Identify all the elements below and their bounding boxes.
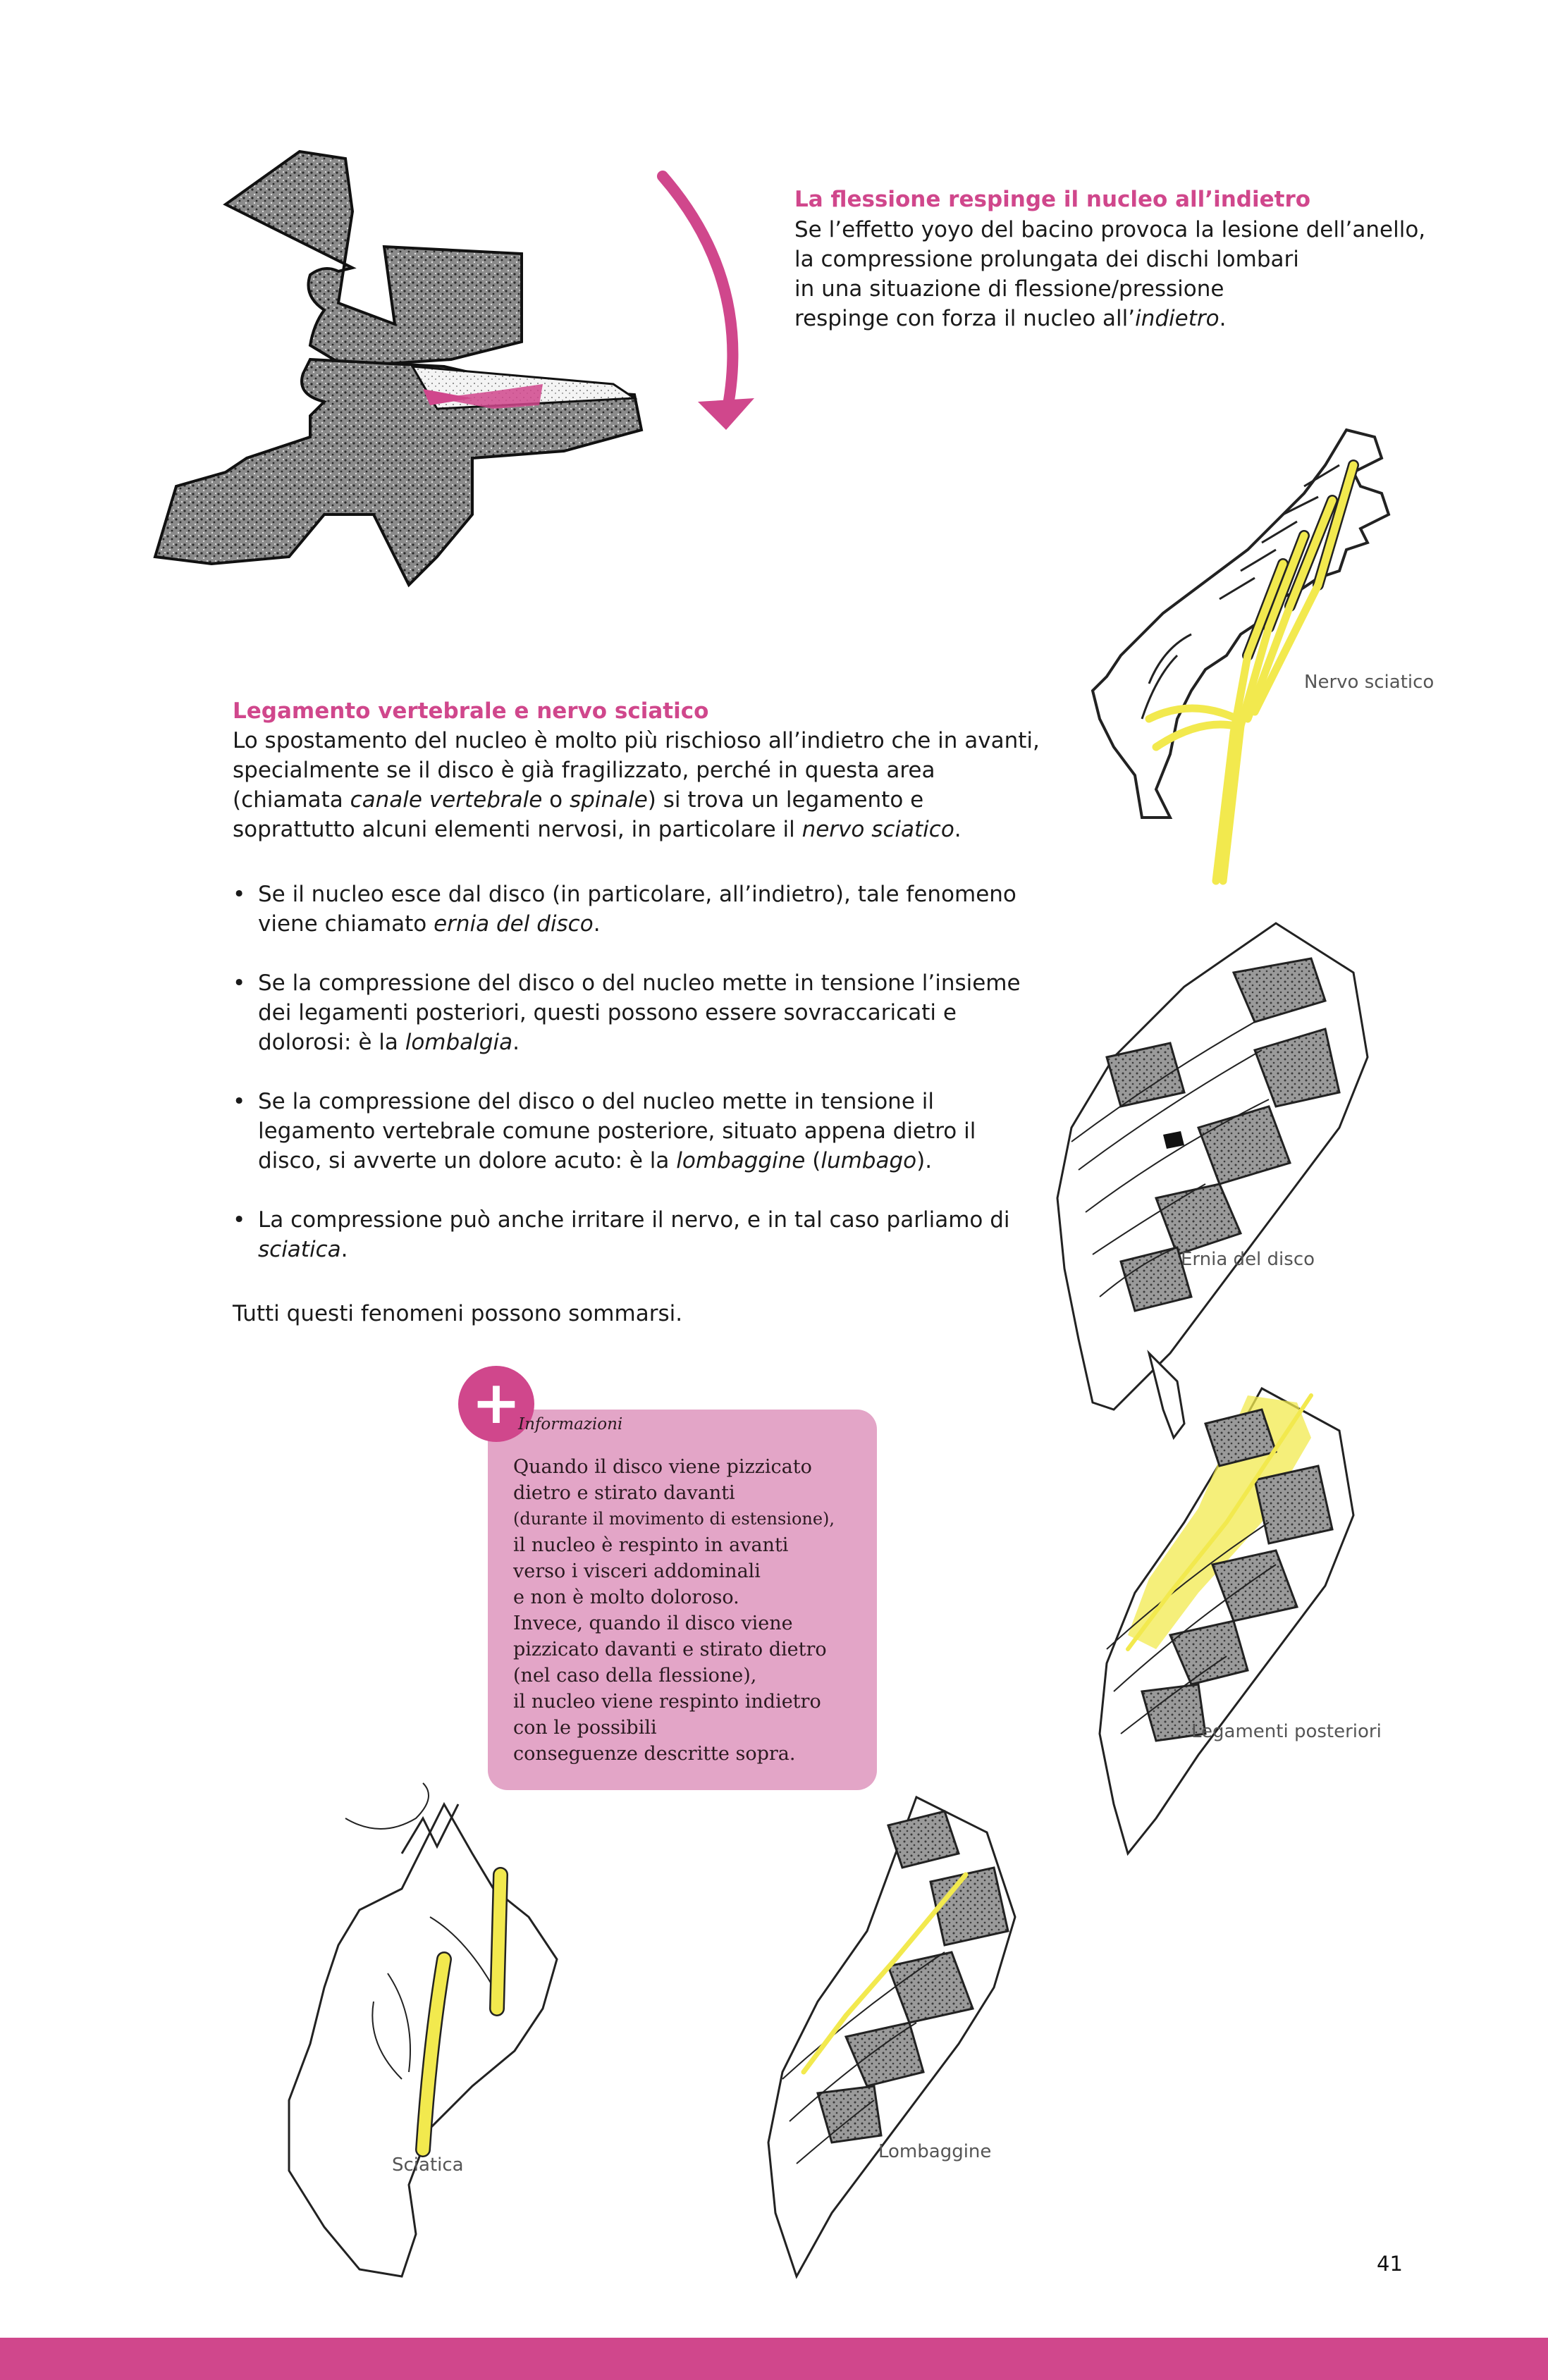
bullet-item (233, 1205, 1043, 1264)
closing-text: Tutti questi fenomeni possono sommarsi. (233, 1301, 683, 1326)
bullet-italic: ernia del disco (434, 911, 594, 937)
caption-nervo-sciatico: Nervo sciatico (1304, 672, 1435, 693)
bullet-item (233, 968, 1043, 1057)
ligament-italic: spinale (570, 787, 648, 813)
vertebra-flexion-illustration (141, 120, 775, 627)
flexion-text (794, 215, 1499, 333)
info-text (513, 1454, 866, 1767)
bullet-italic: lombalgia (405, 1030, 513, 1055)
bullet-text: Se il nucleo esce dal disco (in particolare, all’indietro), tale fenomeno viene chiamato (258, 882, 1016, 937)
info-line: verso i visceri addominali (513, 1560, 761, 1582)
lombaggine-illustration (754, 1790, 1043, 2290)
ligament-text: Lo spostamento del nucleo è molto più rischioso all’indietro che in avanti, specialmente se il disco è già fragilizzato, perché in questa area (chiamata (233, 728, 1040, 813)
ligament-text: ) si trova un legamento e soprattutto alcuni elementi nervosi, in particolare il (233, 787, 924, 842)
info-line: (durante il movimento di estensione), (513, 1509, 835, 1529)
bullet-end: ). (916, 1148, 933, 1173)
bullet-italic: lombaggine (676, 1148, 806, 1173)
info-line: dietro e stirato davanti (513, 1482, 735, 1504)
page-number: 41 (1377, 2252, 1403, 2276)
info-line: con le possibili (513, 1717, 657, 1739)
flexion-line: in una situazione di flessione/pressione (794, 276, 1224, 302)
info-line: (nel caso della flessione), (513, 1665, 757, 1687)
bullet-italic: sciatica (258, 1237, 341, 1262)
info-line: pizzicato davanti e stirato dietro (513, 1639, 827, 1660)
flexion-line: Se l’effetto yoyo del bacino provoca la lesione dell’anello, (794, 217, 1426, 242)
info-line: il nucleo è respinto in avanti (513, 1534, 789, 1556)
info-line: il nucleo viene respinto indietro (513, 1691, 821, 1713)
ligament-italic: nervo sciatico (801, 817, 954, 842)
caption-ernia-disco: Ernia del disco (1181, 1249, 1315, 1270)
ligament-text: o (542, 787, 570, 813)
flexion-heading: La flessione respinge il nucleo all’indietro (794, 187, 1311, 212)
bullet-end: . (340, 1237, 348, 1262)
legamenti-posteriori-illustration (1086, 1381, 1382, 1861)
info-line: conseguenze descritte sopra. (513, 1743, 796, 1765)
footer-bar (0, 2338, 1548, 2380)
ligament-italic: canale vertebrale (350, 787, 543, 813)
bullet-end: . (593, 911, 601, 937)
flexion-line (794, 304, 1499, 333)
info-line: e non è molto doloroso. (513, 1586, 739, 1608)
caption-legamenti-posteriori: Legamenti posteriori (1191, 1721, 1382, 1742)
flexion-line: la compressione prolungata dei dischi lombari (794, 247, 1299, 272)
plus-icon: + (458, 1366, 534, 1442)
bullet-text: Se la compressione del disco o del nucleo mette in tensione il legamento vertebrale comune posteriore, situato appena dietro il disco, si avverte un dolore acuto: è la (258, 1089, 976, 1173)
flexion-end: . (1219, 306, 1227, 331)
bullet-mid: ( (805, 1148, 821, 1173)
flexion-italic: indietro (1135, 306, 1220, 331)
bullet-italic: lumbago (821, 1148, 917, 1173)
nervo-sciatico-illustration (1050, 423, 1445, 916)
ligament-heading: Legamento vertebrale e nervo sciatico (233, 698, 709, 724)
caption-sciatica: Sciatica (392, 2154, 464, 2176)
info-line: Quando il disco viene pizzicato (513, 1456, 812, 1478)
ligament-text: . (954, 817, 962, 842)
info-line: Invece, quando il disco viene (513, 1613, 793, 1634)
bullet-item (233, 1087, 1043, 1176)
sciatica-illustration (261, 1776, 585, 2283)
info-title: Informazioni (518, 1415, 623, 1433)
bullet-item (233, 880, 1043, 939)
bullet-list (233, 880, 1043, 1294)
ernia-disco-illustration (1043, 916, 1382, 1438)
bullet-end: . (512, 1030, 520, 1055)
ligament-paragraph (233, 726, 1043, 844)
caption-lombaggine: Lombaggine (878, 2141, 992, 2162)
bullet-text: La compressione può anche irritare il nervo, e in tal caso parliamo di (258, 1207, 1010, 1233)
flexion-line-text: respinge con forza il nucleo all’ (794, 306, 1136, 331)
bullet-text: Se la compressione del disco o del nucleo mette in tensione l’insieme dei legamenti posteriori, questi possono essere sovraccaricati e dolorosi: è la (258, 970, 1021, 1055)
